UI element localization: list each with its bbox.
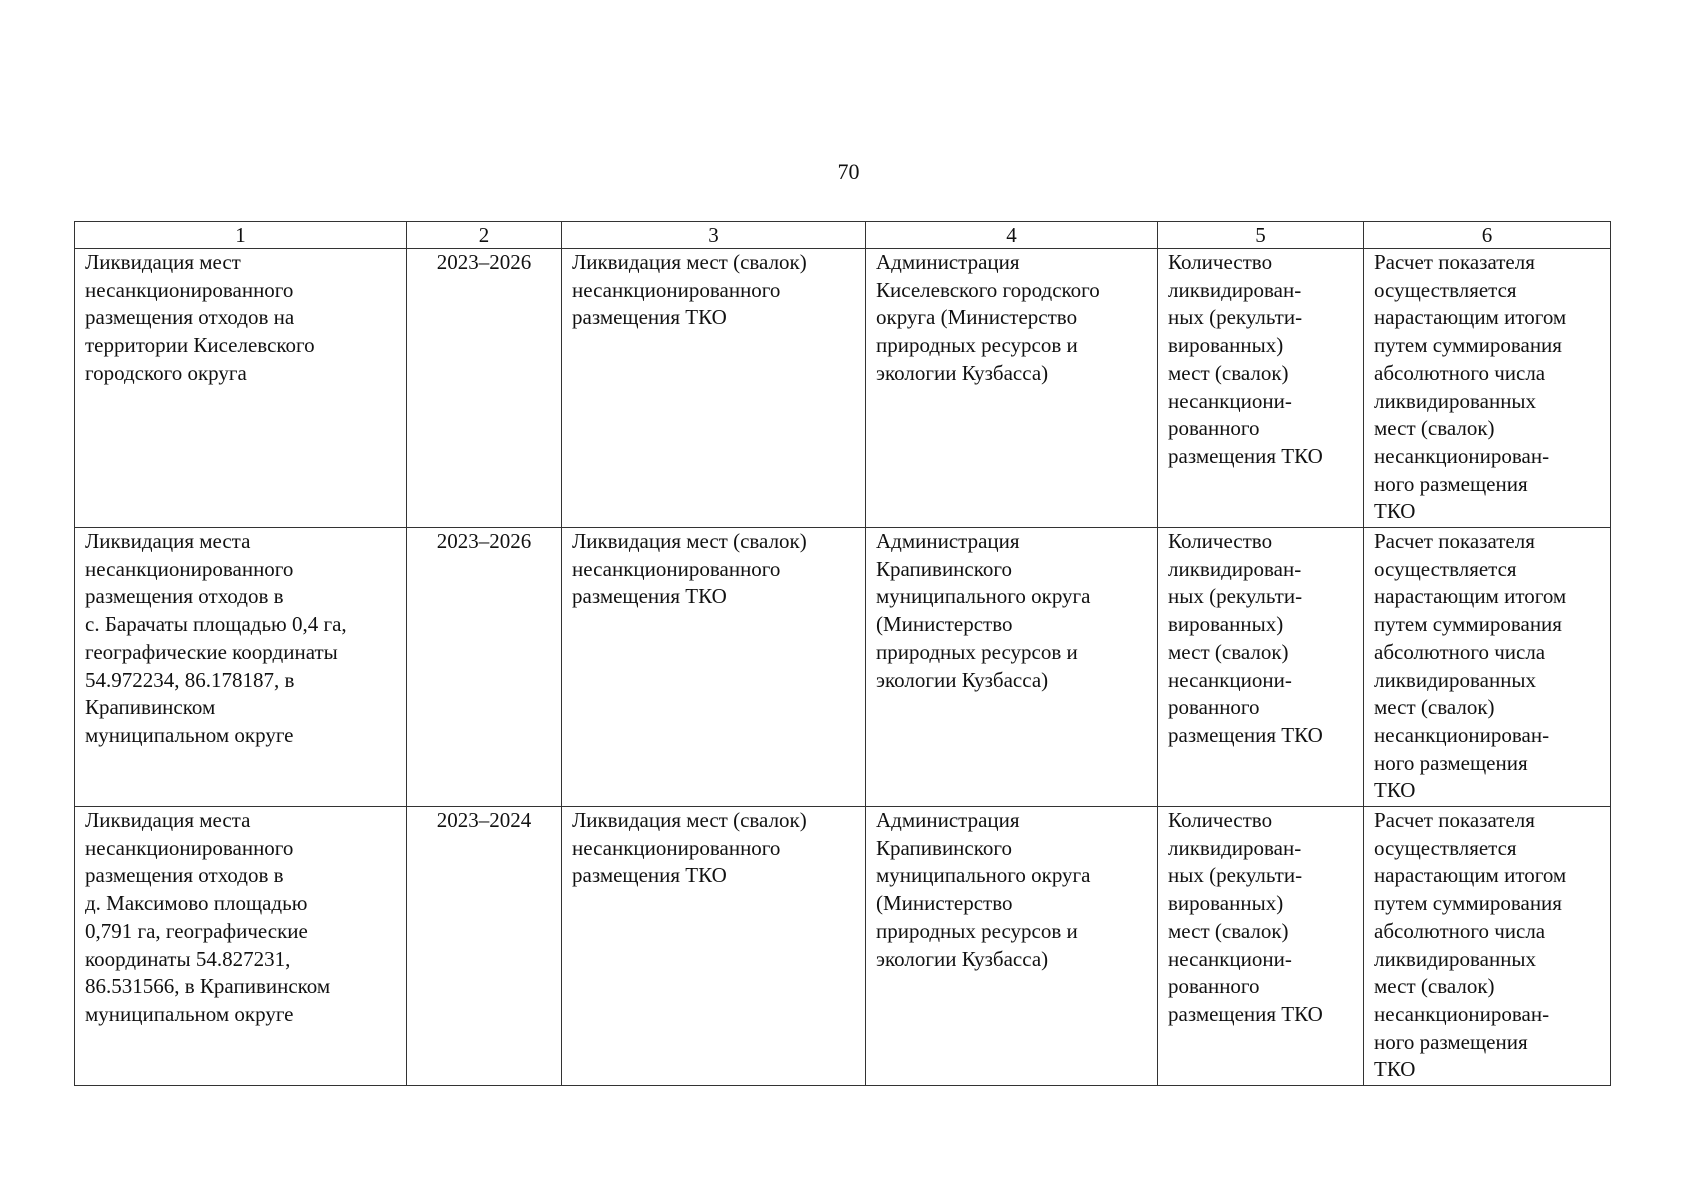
- column-number-5: 5: [1158, 222, 1364, 249]
- method-cell: [1364, 807, 1611, 1086]
- method-text: Расчет показателя осуществляется нарастающим итогом путем суммирования абсолютного числа ликвидированных мест (свалок) несанкционирован- ного размещения ТКО: [1374, 250, 1567, 524]
- activity-text: Ликвидация места несанкционированного размещения отходов в д. Максимово площадью 0,791 га, географические координаты 54.827231, 86.531566, в Крапивинском муниципальном округе: [85, 808, 331, 1026]
- page-number: 70: [837, 159, 860, 184]
- result-cell: [562, 807, 866, 1086]
- period-cell: [407, 528, 562, 807]
- column-number-6: 6: [1364, 222, 1611, 249]
- result-text: Ликвидация мест (свалок) несанкционированного размещения ТКО: [572, 808, 807, 888]
- indicator-text: Количество ликвидирован- ных (рекульти- вированных) мест (свалок) несанкциони- рованного размещения ТКО: [1168, 250, 1323, 468]
- responsible-cell: [866, 528, 1158, 807]
- indicator-cell: [1158, 807, 1364, 1086]
- indicator-cell: [1158, 528, 1364, 807]
- responsible-cell: [866, 807, 1158, 1086]
- measures-table: [74, 221, 1611, 1086]
- responsible-cell: [866, 249, 1158, 528]
- column-number-3: 3: [562, 222, 866, 249]
- activity-text: Ликвидация места несанкционированного размещения отходов в с. Барачаты площадью 0,4 га, географические координаты 54.972234, 86.178187, в Крапивинском муниципальном округе: [85, 529, 347, 747]
- period-cell: [407, 807, 562, 1086]
- responsible-text: Администрация Крапивинского муниципального округа (Министерство природных ресурсов и экологии Кузбасса): [876, 808, 1091, 971]
- activity-cell: [75, 249, 407, 528]
- activity-text: Ликвидация мест несанкционированного размещения отходов на территории Киселевского городского округа: [85, 250, 315, 385]
- table-header-row: [75, 222, 1611, 249]
- column-number-2: 2: [407, 222, 562, 249]
- activity-cell: [75, 807, 407, 1086]
- method-cell: [1364, 249, 1611, 528]
- result-cell: [562, 528, 866, 807]
- table-row: [75, 528, 1611, 807]
- column-number-1: 1: [75, 222, 407, 249]
- method-text: Расчет показателя осуществляется нарастающим итогом путем суммирования абсолютного числа ликвидированных мест (свалок) несанкционирован- ного размещения ТКО: [1374, 808, 1567, 1082]
- result-text: Ликвидация мест (свалок) несанкционированного размещения ТКО: [572, 529, 807, 609]
- method-text: Расчет показателя осуществляется нарастающим итогом путем суммирования абсолютного числа ликвидированных мест (свалок) несанкционирован- ного размещения ТКО: [1374, 529, 1567, 803]
- period-text: 2023–2024: [436, 808, 532, 832]
- method-cell: [1364, 528, 1611, 807]
- column-number-4: 4: [866, 222, 1158, 249]
- indicator-text: Количество ликвидирован- ных (рекульти- вированных) мест (свалок) несанкциони- рованного размещения ТКО: [1168, 808, 1323, 1026]
- period-cell: [407, 249, 562, 528]
- period-text: 2023–2026: [436, 250, 532, 274]
- result-text: Ликвидация мест (свалок) несанкционированного размещения ТКО: [572, 250, 807, 330]
- table-row: [75, 249, 1611, 528]
- responsible-text: Администрация Крапивинского муниципального округа (Министерство природных ресурсов и экологии Кузбасса): [876, 529, 1091, 692]
- period-text: 2023–2026: [436, 529, 532, 553]
- result-cell: [562, 249, 866, 528]
- responsible-text: Администрация Киселевского городского округа (Министерство природных ресурсов и экологии Кузбасса): [876, 250, 1100, 385]
- indicator-cell: [1158, 249, 1364, 528]
- table-row: [75, 807, 1611, 1086]
- indicator-text: Количество ликвидирован- ных (рекульти- вированных) мест (свалок) несанкциони- рованного размещения ТКО: [1168, 529, 1323, 747]
- activity-cell: [75, 528, 407, 807]
